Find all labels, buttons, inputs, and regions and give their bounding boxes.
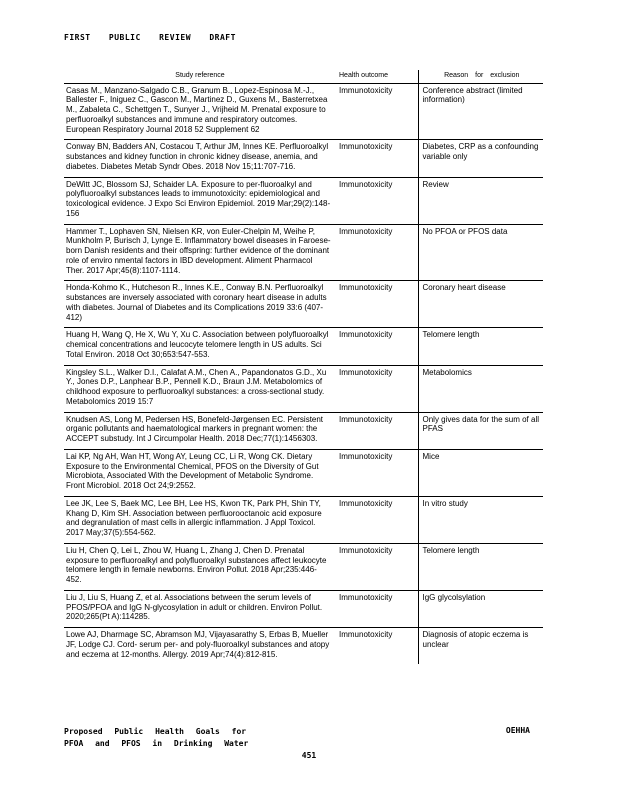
exclusion-reason: Coronary heart disease (418, 281, 543, 328)
exclusion-reason: Metabolomics (418, 365, 543, 412)
study-reference: Hammer T., Lophaven SN, Nielsen KR, von Euler-Chelpin M, Weihe P, Munkholm P, Burisch J, Lynge E. Inflammatory bowel diseases in Faroese-born Danish residents and their offspring: further evidence of the dominant role of enviro nmental factors in IBD development. Aliment Pharmacol Ther. 2017 Apr;45(8):1107-1114. (66, 226, 331, 275)
exclusion-reason: Telomere length (418, 328, 543, 365)
study-reference: Knudsen AS, Long M, Pedersen HS, Bonefeld-Jørgensen EC. Persistent organic pollutants and haematological markers in pregnant women: the ACCEPT substudy. Int J Circumpolar Health. 2018 Dec;77(1):1456303. (66, 414, 324, 444)
exclusion-reason: Diagnosis of atopic eczema is unclear (418, 628, 543, 665)
exclusion-reason: IgG glycolsylation (418, 590, 543, 627)
footer-agency: OEHHA (505, 726, 530, 735)
table-row (64, 177, 543, 224)
table-row (64, 449, 543, 496)
study-reference: Lowe AJ, Dharmage SC, Abramson MJ, Vijayasarathy S, Erbas B, Mueller JF, Lodge CJ. Cord- serum per- and poly-fluoroalkyl substances and atopy and eczema at 12-months. Allergy. 2019 Apr;74(4):812-815. (66, 630, 330, 659)
table-row (64, 83, 543, 140)
exclusion-reason: No PFOA or PFOS data (418, 224, 543, 281)
health-outcome: Immunotoxicity (339, 545, 393, 555)
table-row (64, 543, 543, 590)
column-header-study-reference: Study reference (175, 72, 225, 79)
study-reference: Conway BN, Badders AN, Costacou T, Arthur JM, Innes KE. Perfluoroalkyl substances and kidney function in chronic kidney disease, anemia, and diabetes. Diabetes Metab Syndr Obes. 2018 Nov 15;11:707-716. (66, 142, 329, 171)
study-reference: Honda-Kohmo K., Hutcheson R., Innes K.E., Conway B.N. Perfluoroalkyl substances are inversely associated with coronary heart disease in adults with diabetes. Journal of Diabetes and its Complications 2019 33:6 (407-412) (66, 283, 327, 322)
study-reference: Lee JK, Lee S, Baek MC, Lee BH, Lee HS, Kwon TK, Park PH, Shin TY, Khang D, Kim SH. Association between perfluorooctanoic acid exposure and degranulation of mast cells in allergic inflammation. J Appl Toxicol. 2017 May;37(5):554-562. (66, 498, 322, 538)
health-outcome: Immunotoxicity (339, 142, 393, 152)
table-row (64, 140, 543, 177)
health-outcome: Immunotoxicity (339, 592, 393, 602)
study-reference: Casas M., Manzano-Salgado C.B., Granum B., Lopez-Espinosa M.-J., Ballester F., Iniguez C., Gascon M., Martinez D., Guxens M., Basterretxea M., Zabaleta C., Schettgen T., Sunyer J., Vrijheid M. Prenatal exposure to perfluoroalkyl substances and immune and respiratory outcomes. European Respiratory Journal 2018 52 Supplement 62 (66, 85, 328, 134)
study-reference: DeWitt JC, Blossom SJ, Schaider LA. Exposure to per-fluoroalkyl and polyfluoroalkyl substances leads to immunotoxicity: epidemiological and toxicological evidence. J Expo Sci Environ Epidemiol. 2019 Mar;29(2):148-156 (66, 179, 331, 218)
exclusion-reason: Diabetes, CRP as a confounding variable only (418, 140, 543, 177)
exclusion-reason: Conference abstract (limited information) (418, 83, 543, 140)
health-outcome: Immunotoxicity (339, 630, 393, 640)
table-row (64, 412, 543, 449)
health-outcome: Immunotoxicity (339, 179, 393, 189)
column-header-reason-for-exclusion: Reason for exclusion (418, 70, 543, 83)
draft-watermark: FIRST PUBLIC REVIEW DRAFT (64, 33, 236, 42)
study-reference: Lai KP, Ng AH, Wan HT, Wong AY, Leung CC, Li R, Wong CK. Dietary Exposure to the Environmental Chemical, PFOS on the Diversity of Gut Microbiota, Associated With the Development of Metabolic Syndrome. Front Microbiol. 2018 Oct 24;9:2552. (66, 451, 319, 491)
study-reference: Huang H, Wang Q, He X, Wu Y, Xu C. Association between polyfluoroalkyl chemical concentrations and leucocyte telomere length in US adults. Sci Total Environ. 2018 Oct 30;653:547-553. (66, 330, 329, 359)
study-reference: Liu H, Chen Q, Lei L, Zhou W, Huang L, Zhang J, Chen D. Prenatal exposure to perfluoroalkyl and polyfluoroalkyl substances affect leukocyte telomere length in female newborns. Environ Pollut. 2018 Apr;235:446-452. (66, 545, 327, 585)
health-outcome: Immunotoxicity (339, 85, 393, 95)
footer-title-line2: PFOA and PFOS in Drinking Water (64, 739, 249, 749)
table-row (64, 365, 543, 412)
table-row (64, 328, 543, 365)
table-row (64, 496, 543, 543)
exclusion-reason: Telomere length (418, 543, 543, 590)
exclusion-reason: In vitro study (418, 496, 543, 543)
table-row (64, 628, 543, 665)
exclusion-reason: Mice (418, 449, 543, 496)
health-outcome: Immunotoxicity (339, 414, 393, 424)
health-outcome: Immunotoxicity (339, 498, 393, 508)
exclusion-reason: Only gives data for the sum of all PFAS (418, 412, 543, 449)
health-outcome: Immunotoxicity (339, 367, 393, 377)
footer-title-line1: Proposed Public Health Goals for (64, 727, 247, 736)
table-header-row (64, 70, 543, 83)
health-outcome: Immunotoxicity (339, 330, 393, 340)
footer-document-title (64, 726, 249, 751)
exclusion-reason: Review (418, 177, 543, 224)
table-row (64, 281, 543, 328)
study-reference: Liu J, Liu S, Huang Z, et al. Associations between the serum levels of PFOS/PFOA and IgG N-glycosylation in adult or children. Environ Pollut. 2020;265(Pt A):114285. (66, 592, 323, 622)
study-reference: Kingsley S.L., Walker D.I., Calafat A.M., Chen A., Papandonatos G.D., Xu Y., Jones D.P., Lanphear B.P., Pennell K.D., Braun J.M. Metabolomics of childhood exposure to perfluoroalkyl substances: a cross-sectional study. Metabolomics 2019 15:7 (66, 367, 327, 406)
table-row (64, 224, 543, 281)
health-outcome: Immunotoxicity (339, 226, 393, 236)
health-outcome: Immunotoxicity (339, 451, 393, 461)
exclusion-table (64, 70, 543, 664)
column-header-health-outcome: Health outcome (339, 72, 389, 79)
health-outcome: Immunotoxicity (339, 283, 393, 293)
page-number: 451 (301, 751, 317, 760)
table-row (64, 590, 543, 627)
